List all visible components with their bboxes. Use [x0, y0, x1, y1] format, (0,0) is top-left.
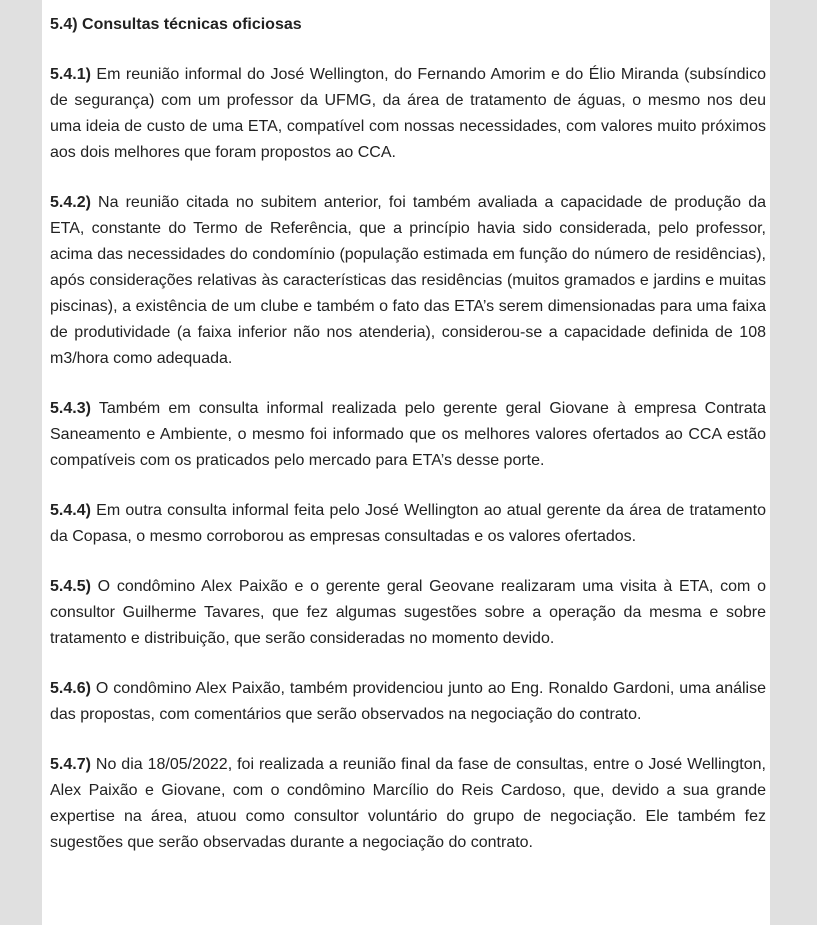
paragraph-number: 5.4.4) — [50, 502, 91, 519]
paragraph-text: Na reunião citada no subitem anterior, foi também avaliada a capacidade de produção da ETA, constante do Termo de Referência, que a princípio havia sido considerada, pelo professor, acima das necessidades do condomínio (população estimada em função do número de residências), após considerações relativas às características das residências (muitos gramados e jardins e muitas piscinas), a existência de um clube e também o fato das ETA’s serem dimensionadas para uma faixa de produtividade (a faixa inferior não nos atenderia), considerou-se a capacidade definida de 108 m3/hora como adequada. — [50, 194, 766, 367]
paragraph-number: 5.4.5) — [50, 578, 91, 595]
paragraph-5-4-5 — [50, 574, 766, 652]
paragraph-number: 5.4.6) — [50, 680, 91, 697]
paragraph-5-4-1 — [50, 62, 766, 166]
paragraph-number: 5.4.1) — [50, 66, 91, 83]
paragraph-text: O condômino Alex Paixão e o gerente geral Geovane realizaram uma visita à ETA, com o consultor Guilherme Tavares, que fez algumas sugestões sobre a operação da mesma e sobre tratamento e distribuição, que serão consideradas no momento devido. — [50, 578, 766, 647]
paragraph-5-4-4 — [50, 498, 766, 550]
paragraph-text: Também em consulta informal realizada pelo gerente geral Giovane à empresa Contrata Saneamento e Ambiente, o mesmo foi informado que os melhores valores ofertados ao CCA estão compatíveis com os praticados pelo mercado para ETA’s desse porte. — [50, 400, 766, 469]
document-page — [42, 0, 770, 925]
paragraph-number: 5.4.2) — [50, 194, 91, 211]
paragraph-number: 5.4.3) — [50, 400, 91, 417]
paragraph-5-4-2 — [50, 190, 766, 372]
paragraph-text: No dia 18/05/2022, foi realizada a reunião final da fase de consultas, entre o José Wellington, Alex Paixão e Giovane, com o condômino Marcílio do Reis Cardoso, que, devido a sua grande expertise na área, atuou como consultor voluntário do grupo de negociação. Ele também fez sugestões que serão observadas durante a negociação do contrato. — [50, 756, 766, 851]
paragraph-5-4-6 — [50, 676, 766, 728]
paragraph-number: 5.4.7) — [50, 756, 91, 773]
paragraph-text: Em reunião informal do José Wellington, do Fernando Amorim e do Élio Miranda (subsíndico de segurança) com um professor da UFMG, da área de tratamento de águas, o mesmo nos deu uma ideia de custo de uma ETA, compatível com nossas necessidades, com valores muito próximos aos dois melhores que foram propostos ao CCA. — [50, 66, 766, 161]
paragraph-5-4-3 — [50, 396, 766, 474]
document-content — [50, 12, 766, 880]
paragraph-text: O condômino Alex Paixão, também providenciou junto ao Eng. Ronaldo Gardoni, uma análise das propostas, com comentários que serão observados na negociação do contrato. — [50, 680, 766, 723]
paragraph-text: Em outra consulta informal feita pelo José Wellington ao atual gerente da área de tratamento da Copasa, o mesmo corroborou as empresas consultadas e os valores ofertados. — [50, 502, 766, 545]
section-title: 5.4) Consultas técnicas oficiosas — [50, 16, 302, 33]
paragraph-5-4-7 — [50, 752, 766, 856]
